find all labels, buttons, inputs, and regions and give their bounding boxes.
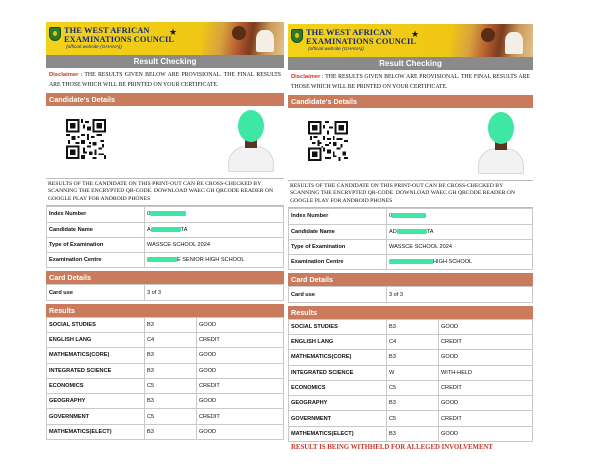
exam-type-label: Type of Examination <box>47 237 145 252</box>
table-row <box>289 319 533 334</box>
table-row <box>47 333 284 348</box>
table-row <box>47 424 284 439</box>
card-use-label: Card use <box>47 285 145 300</box>
table-row <box>289 365 533 380</box>
withheld-notice: RESULT IS BEING WITHHELD FOR ALLEGED INVOLVEMENT <box>291 444 493 452</box>
exam-centre-value: HIGH SCHOOL <box>387 255 533 270</box>
candidate-info-table <box>288 208 533 270</box>
subject-grade: C4 <box>387 335 439 350</box>
subject-grade: W <box>387 365 439 380</box>
subject-name: GEOGRAPHY <box>47 394 145 409</box>
waec-crest-icon <box>291 29 303 43</box>
disclaimer-label: Disclaimer <box>49 72 79 78</box>
subject-remark: GOOD <box>439 350 533 365</box>
banner-photo <box>451 24 533 57</box>
redaction-mask <box>150 211 186 216</box>
qr-note: RESULTS OF THE CANDIDATE ON THIS PRINT-OUT CAN BE CROSS-CHECKED BY SCANNING THE ENCRYPTED QR-CODE. DOWNLOAD WAEC GH QRCODE READER ON GOOGLE PLAY FOR ANDROID PHONES <box>46 178 284 206</box>
index-number-value: 0 <box>145 207 284 222</box>
subject-remark: CREDIT <box>197 333 284 348</box>
subject-remark: CREDIT <box>197 378 284 393</box>
table-row <box>47 285 284 300</box>
subject-remark: GOOD <box>197 394 284 409</box>
waec-banner <box>288 24 533 57</box>
index-number-label: Index Number <box>289 209 387 224</box>
table-row <box>289 224 533 239</box>
disclaimer-text: : THE RESULTS GIVEN BELOW ARE PROVISIONAL. THE FINAL RESULTS ARE THOSE WHICH WILL BE PRINTED ON YOUR CERTIFICATE. <box>291 74 530 90</box>
candidate-details-heading: Candidate's Details <box>288 95 533 108</box>
subject-grade: C5 <box>387 411 439 426</box>
subject-name: INTEGRATED SCIENCE <box>289 365 387 380</box>
subject-remark: GOOD <box>439 319 533 334</box>
subject-grade: B3 <box>387 319 439 334</box>
subject-remark: GOOD <box>197 348 284 363</box>
card-use-value: 3 of 3 <box>145 285 284 300</box>
card-details-table <box>288 286 533 302</box>
subject-name: MATHEMATICS(ELECT) <box>47 424 145 439</box>
subject-remark: GOOD <box>197 424 284 439</box>
table-row <box>47 207 284 222</box>
subject-name: SOCIAL STUDIES <box>289 319 387 334</box>
table-row <box>47 237 284 252</box>
candidate-box <box>288 108 533 180</box>
subject-name: GOVERNMENT <box>289 411 387 426</box>
table-row <box>289 426 533 441</box>
qr-code-icon <box>66 119 106 159</box>
table-row <box>47 253 284 268</box>
subject-name: MATHEMATICS(CORE) <box>47 348 145 363</box>
table-row <box>47 378 284 393</box>
subject-remark: WITH-HELD <box>439 365 533 380</box>
page-title: Result Checking <box>46 55 284 68</box>
disclaimer-label: Disclaimer <box>291 74 321 80</box>
candidate-box <box>46 106 284 178</box>
subject-remark: GOOD <box>197 317 284 332</box>
subject-remark: CREDIT <box>439 411 533 426</box>
subject-remark: CREDIT <box>439 335 533 350</box>
subject-grade: B3 <box>145 348 197 363</box>
page-title: Result Checking <box>288 57 533 70</box>
subject-grade: C5 <box>145 378 197 393</box>
candidate-photo <box>226 110 276 172</box>
subject-remark: GOOD <box>439 426 533 441</box>
disclaimer <box>46 68 284 93</box>
index-number-value: 0 <box>387 209 533 224</box>
exam-type-value: WASSCE SCHOOL 2024 <box>145 237 284 252</box>
card-use-value: 3 of 3 <box>387 287 533 302</box>
result-sheet-right <box>288 24 533 471</box>
banner-subtitle: (official website (GHANA)) <box>308 47 364 52</box>
table-row <box>47 394 284 409</box>
subject-remark: GOOD <box>197 363 284 378</box>
exam-type-value: WASSCE SCHOOL 2024 <box>387 239 533 254</box>
candidate-name-label: Candidate Name <box>289 224 387 239</box>
subject-name: MATHEMATICS(CORE) <box>289 350 387 365</box>
redaction-mask <box>151 227 181 232</box>
card-details-table <box>46 284 284 300</box>
star-icon: ★ <box>411 29 420 39</box>
candidate-name-value: A TA <box>145 222 284 237</box>
candidate-details-heading: Candidate's Details <box>46 93 284 106</box>
table-row <box>289 396 533 411</box>
table-row <box>289 335 533 350</box>
waec-crest-icon <box>49 27 61 41</box>
subject-grade: C5 <box>145 409 197 424</box>
subject-grade: B3 <box>145 363 197 378</box>
exam-type-label: Type of Examination <box>289 239 387 254</box>
banner-title: THE WEST AFRICAN EXAMINATIONS COUNCIL <box>64 26 175 44</box>
subject-name: ECONOMICS <box>289 380 387 395</box>
subject-remark: CREDIT <box>197 409 284 424</box>
disclaimer <box>288 70 533 95</box>
redaction-mask <box>397 229 427 234</box>
banner-photo <box>202 22 284 55</box>
card-details-heading: Card Details <box>288 273 533 286</box>
redaction-mask <box>147 257 177 262</box>
table-row <box>289 209 533 224</box>
table-row <box>47 222 284 237</box>
results-heading: Results <box>288 306 533 319</box>
subject-remark: GOOD <box>439 396 533 411</box>
banner-title: THE WEST AFRICAN EXAMINATIONS COUNCIL <box>306 28 417 46</box>
results-table <box>46 317 284 440</box>
banner-subtitle: (official website (GHANA)) <box>66 45 122 50</box>
subject-grade: B3 <box>387 396 439 411</box>
redaction-mask <box>389 259 433 264</box>
candidate-name-label: Candidate Name <box>47 222 145 237</box>
subject-grade: B3 <box>387 426 439 441</box>
subject-grade: C5 <box>387 380 439 395</box>
candidate-photo <box>476 112 526 174</box>
redaction-mask <box>392 213 426 218</box>
subject-name: GEOGRAPHY <box>289 396 387 411</box>
waec-banner <box>46 22 284 55</box>
subject-name: SOCIAL STUDIES <box>47 317 145 332</box>
index-number-label: Index Number <box>47 207 145 222</box>
subject-name: MATHEMATICS(ELECT) <box>289 426 387 441</box>
candidate-info-table <box>46 206 284 268</box>
table-row <box>47 317 284 332</box>
results-table <box>288 319 533 442</box>
subject-name: INTEGRATED SCIENCE <box>47 363 145 378</box>
result-sheet-left <box>46 22 284 471</box>
table-row <box>289 411 533 426</box>
candidate-name-value: AD TA <box>387 224 533 239</box>
subject-grade: B3 <box>145 424 197 439</box>
qr-code-icon <box>308 121 348 161</box>
exam-centre-label: Examination Centre <box>47 253 145 268</box>
card-use-label: Card use <box>289 287 387 302</box>
table-row <box>289 380 533 395</box>
table-row <box>289 350 533 365</box>
table-row <box>289 239 533 254</box>
subject-grade: C4 <box>145 333 197 348</box>
card-details-heading: Card Details <box>46 271 284 284</box>
table-row <box>47 348 284 363</box>
exam-centre-label: Examination Centre <box>289 255 387 270</box>
subject-grade: B3 <box>145 394 197 409</box>
subject-remark: CREDIT <box>439 380 533 395</box>
subject-name: ENGLISH LANG <box>47 333 145 348</box>
table-row <box>289 287 533 302</box>
subject-grade: B3 <box>387 350 439 365</box>
star-icon: ★ <box>169 27 178 37</box>
subject-name: ECONOMICS <box>47 378 145 393</box>
disclaimer-text: : THE RESULTS GIVEN BELOW ARE PROVISIONAL. THE FINAL RESULTS ARE THOSE WHICH WILL BE PRINTED ON YOUR CERTIFICATE. <box>49 72 281 88</box>
qr-note: RESULTS OF THE CANDIDATE ON THIS PRINT-OUT CAN BE CROSS-CHECKED BY SCANNING THE ENCRYPTED QR-CODE. DOWNLOAD WAEC GH QRCODE READER ON GOOGLE PLAY FOR ANDROID PHONES <box>288 180 533 208</box>
exam-centre-value: E SENIOR HIGH SCHOOL <box>145 253 284 268</box>
results-heading: Results <box>46 304 284 317</box>
table-row <box>289 255 533 270</box>
subject-grade: B3 <box>145 317 197 332</box>
table-row <box>47 409 284 424</box>
subject-name: ENGLISH LANG <box>289 335 387 350</box>
table-row <box>47 363 284 378</box>
subject-name: GOVERNMENT <box>47 409 145 424</box>
